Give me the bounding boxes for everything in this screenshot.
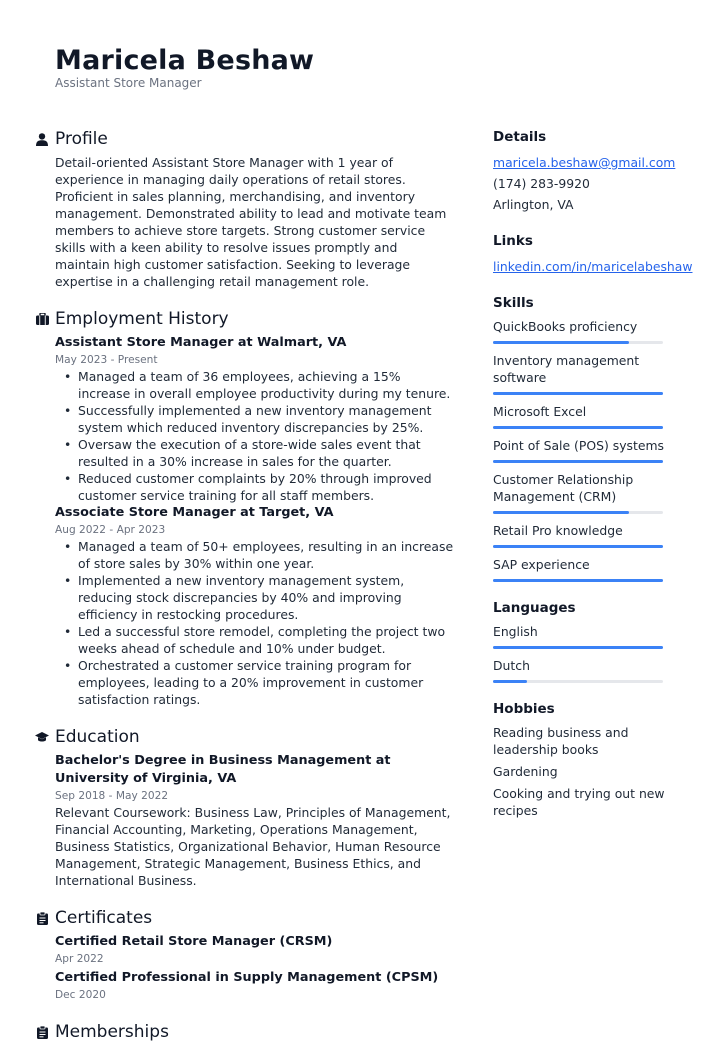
- list-item: • Reduced customer complaints by 20% through improved customer service training for all staff members.: [78, 470, 455, 504]
- hobby-item: Gardening: [493, 764, 558, 779]
- job-bullets: [55, 538, 455, 708]
- list-item: • Implemented a new inventory management system, reducing stock discrepancies by 40% and improving efficiency in restocking procedures.: [78, 572, 455, 623]
- candidate-name: Maricela Beshaw: [55, 45, 315, 76]
- skill-level-fill: [493, 545, 663, 548]
- education-date: Sep 2018 - May 2022: [55, 790, 169, 802]
- location: Arlington, VA: [493, 197, 574, 212]
- resume-header: [55, 44, 314, 90]
- main-column: [35, 128, 455, 1057]
- email-link[interactable]: maricela.beshaw@gmail.com: [493, 155, 676, 170]
- coursework-text: Relevant Coursework: Business Law, Principles of Management, Financial Accounting, Marketing, Operations Management, Business Statistics, Organizational Behavior, Human Resource Management, Strategic Management, Business Ethics, and International Business.: [55, 805, 451, 888]
- skill-item: [493, 352, 693, 395]
- skill-level-bar: [493, 545, 663, 548]
- skill-label: SAP experience: [493, 557, 590, 572]
- job-entry: [55, 504, 455, 708]
- skill-item: [493, 471, 693, 514]
- sidebar-column: [493, 128, 693, 836]
- list-item: • Orchestrated a customer service training program for employees, leading to a 20% improvement in customer satisfaction ratings.: [78, 657, 455, 708]
- certificate-icon: [35, 1025, 49, 1039]
- languages-section: [493, 599, 693, 683]
- education-section: [35, 726, 455, 889]
- skill-level-bar: [493, 511, 663, 514]
- job-date: May 2023 - Present: [55, 354, 158, 366]
- certificates-list: [35, 933, 455, 1003]
- languages-heading: Languages: [493, 600, 576, 616]
- links-section: [493, 232, 693, 277]
- skill-label: Point of Sale (POS) systems: [493, 438, 664, 453]
- certificates-heading: Certificates: [55, 908, 153, 928]
- list-item: • Managed a team of 50+ employees, resulting in an increase of store sales by 30% within one year.: [78, 538, 455, 572]
- skill-item: [493, 556, 693, 582]
- skill-level-bar: [493, 392, 663, 395]
- degree-title: Bachelor's Degree in Business Management at University of Virginia, VA: [55, 753, 391, 786]
- skills-section: [493, 294, 693, 582]
- links-heading: Links: [493, 233, 533, 249]
- certificate-date: Apr 2022: [55, 953, 104, 965]
- language-level-bar: [493, 646, 663, 649]
- skill-level-bar: [493, 460, 663, 463]
- certificate-name: Certified Professional in Supply Management (CPSM): [55, 970, 439, 985]
- hobbies-section: [493, 700, 693, 819]
- briefcase-icon: [35, 312, 49, 326]
- language-item: [493, 623, 693, 649]
- certificates-section: [35, 907, 455, 1003]
- job-date: Aug 2022 - Apr 2023: [55, 524, 166, 536]
- phone-number: (174) 283-9920: [493, 176, 590, 191]
- language-level-fill: [493, 646, 663, 649]
- employment-list: [35, 334, 455, 708]
- graduation-cap-icon: [35, 730, 49, 744]
- linkedin-link[interactable]: linkedin.com/in/maricelabeshaw: [493, 259, 693, 274]
- language-label: Dutch: [493, 658, 530, 673]
- certificate-date: Dec 2020: [55, 989, 106, 1001]
- education-heading: Education: [55, 727, 140, 747]
- candidate-role: Assistant Store Manager: [55, 76, 202, 90]
- education-entry: [35, 752, 455, 889]
- memberships-heading: Memberships: [55, 1022, 169, 1042]
- skill-level-bar: [493, 579, 663, 582]
- skill-label: Microsoft Excel: [493, 404, 587, 419]
- job-title: Associate Store Manager at Target, VA: [55, 505, 334, 520]
- job-title: Assistant Store Manager at Walmart, VA: [55, 335, 347, 350]
- profile-text: Detail-oriented Assistant Store Manager with 1 year of experience in managing daily operations of retail stores. Proficient in sales planning, merchandising, and inventory management. Demonstrated ability to lead and motivate team members to achieve store targets. Strong customer service skills with a keen ability to resolve issues promptly and maintain high customer satisfaction. Seeking to leverage expertise in a challenging retail management role.: [55, 155, 447, 289]
- skill-label: Customer Relationship Management (CRM): [493, 472, 634, 504]
- details-section: [493, 128, 693, 215]
- language-label: English: [493, 624, 538, 639]
- skill-label: Inventory management software: [493, 353, 640, 385]
- employment-heading: Employment History: [55, 309, 229, 329]
- profile-section: [35, 128, 455, 290]
- skill-item: [493, 522, 693, 548]
- job-bullets: [55, 368, 455, 504]
- list-item: • Managed a team of 36 employees, achieving a 15% increase in overall employee productivity during my tenure.: [78, 368, 455, 402]
- skill-label: Retail Pro knowledge: [493, 523, 623, 538]
- skill-level-fill: [493, 426, 663, 429]
- languages-list: [493, 623, 693, 683]
- skill-level-fill: [493, 460, 663, 463]
- skill-level-fill: [493, 579, 663, 582]
- skill-level-fill: [493, 511, 629, 514]
- language-item: [493, 657, 693, 683]
- list-item: • Oversaw the execution of a store-wide sales event that resulted in a 30% increase in sales for the quarter.: [78, 436, 455, 470]
- language-level-fill: [493, 680, 527, 683]
- hobby-item: Cooking and trying out new recipes: [493, 786, 665, 818]
- job-entry: [55, 334, 455, 504]
- skill-level-bar: [493, 426, 663, 429]
- language-level-bar: [493, 680, 663, 683]
- skill-item: [493, 318, 693, 344]
- memberships-section: [35, 1021, 455, 1043]
- skills-heading: Skills: [493, 295, 534, 311]
- skill-item: [493, 403, 693, 429]
- skills-list: [493, 318, 693, 582]
- skill-label: QuickBooks proficiency: [493, 319, 638, 334]
- skill-level-bar: [493, 341, 663, 344]
- employment-section: [35, 308, 455, 708]
- person-icon: [35, 132, 49, 146]
- certificate-name: Certified Retail Store Manager (CRSM): [55, 934, 333, 949]
- skill-level-fill: [493, 392, 663, 395]
- skill-item: [493, 437, 693, 463]
- hobbies-heading: Hobbies: [493, 701, 555, 717]
- hobby-item: Reading business and leadership books: [493, 725, 629, 757]
- details-heading: Details: [493, 129, 547, 145]
- certificate-icon: [35, 911, 49, 925]
- list-item: • Led a successful store remodel, completing the project two weeks ahead of schedule and 10% under budget.: [78, 623, 455, 657]
- list-item: • Successfully implemented a new inventory management system which reduced inventory discrepancies by 25%.: [78, 402, 455, 436]
- profile-heading: Profile: [55, 129, 108, 149]
- skill-level-fill: [493, 341, 629, 344]
